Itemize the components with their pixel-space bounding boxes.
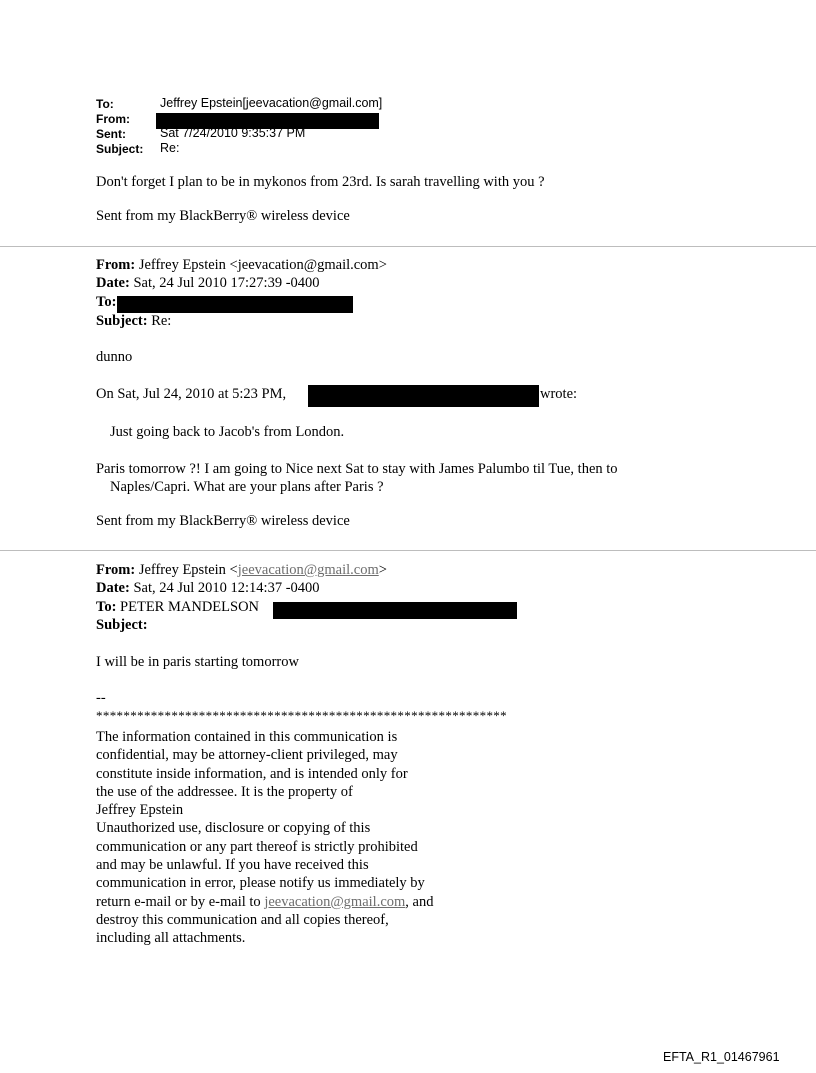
- disclaimer-email-prefix: return e-mail or by e-mail to: [96, 893, 265, 910]
- email3-stars-divider: ************************************************************: [96, 708, 507, 723]
- disclaimer-line: destroy this communication and all copies thereof,: [96, 911, 389, 928]
- email2-quote-redaction: [308, 385, 539, 407]
- email2-quote-line2a: Paris tomorrow ?! I am going to Nice next Sat to stay with James Palumbo til Tue, then to: [96, 461, 618, 477]
- disclaimer-line: communication in error, please notify us immediately by: [96, 875, 425, 892]
- email3-to-redaction: [273, 602, 517, 619]
- disclaimer-line: constitute inside information, and is intended only for: [96, 765, 408, 782]
- email2-quote-intro: On Sat, Jul 24, 2010 at 5:23 PM,: [96, 386, 287, 402]
- separator-rule-1: [0, 246, 816, 247]
- email1-from-label: From:: [96, 112, 130, 126]
- email3-body: I will be in paris starting tomorrow: [96, 654, 299, 670]
- email3-from-line: [96, 562, 387, 579]
- email3-from-close: >: [378, 562, 387, 578]
- email3-from-name: Jeffrey Epstein <: [135, 562, 238, 578]
- email2-from-value: Jeffrey Epstein <jeevacation@gmail.com>: [135, 257, 387, 273]
- email2-quote-line2b: Naples/Capri. What are your plans after Paris ?: [110, 479, 384, 495]
- disclaimer-line: The information contained in this communication is: [96, 729, 398, 745]
- disclaimer-line: confidential, may be attorney-client privileged, may: [96, 747, 398, 764]
- email1-signature: Sent from my BlackBerry® wireless device: [96, 208, 350, 224]
- disclaimer-email-link[interactable]: jeevacation@gmail.com: [264, 893, 406, 910]
- email3-from-label: From:: [96, 562, 136, 578]
- email3-subject-label: Subject:: [96, 617, 148, 633]
- email2-quote-signature: Sent from my BlackBerry® wireless device: [96, 513, 350, 529]
- email3-disclaimer: [96, 728, 516, 948]
- email3-date-value: Sat, 24 Jul 2010 12:14:37 -0400: [129, 580, 320, 596]
- email2-date-value: Sat, 24 Jul 2010 17:27:39 -0400: [129, 275, 320, 291]
- email3-to-label: To:: [96, 599, 117, 615]
- email3-from-email-link[interactable]: jeevacation@gmail.com: [237, 562, 379, 578]
- email3-date-line: [96, 580, 320, 597]
- disclaimer-line: Jeffrey Epstein: [96, 802, 184, 819]
- email3-date-label: Date:: [96, 580, 130, 596]
- email2-subject-value: Re:: [147, 313, 172, 329]
- email1-subject-label: Subject:: [96, 142, 144, 156]
- email1-subject-value: Re:: [160, 141, 180, 155]
- email2-reply: dunno: [96, 349, 133, 365]
- disclaimer-email-suffix: , and: [405, 893, 434, 910]
- email2-subject-label: Subject:: [96, 313, 148, 329]
- disclaimer-line: communication or any part thereof is strictly prohibited: [96, 838, 418, 855]
- email3-subject-line: [96, 617, 148, 634]
- email3-to-value: PETER MANDELSON: [116, 599, 260, 615]
- email3-to-line: [96, 599, 259, 616]
- email2-subject-line: [96, 313, 171, 330]
- email2-from-line: [96, 257, 387, 274]
- separator-rule-2: [0, 550, 816, 551]
- disclaimer-line: and may be unlawful. If you have received this: [96, 857, 369, 874]
- email2-to-redaction: [117, 296, 353, 313]
- email1-to-label: To:: [96, 97, 114, 111]
- email2-date-label: Date:: [96, 275, 130, 291]
- disclaimer-line: the use of the addressee. It is the property of: [96, 783, 353, 800]
- email3-sig-dash: --: [96, 690, 106, 706]
- email1-to-value: Jeffrey Epstein[jeevacation@gmail.com]: [160, 96, 383, 110]
- disclaimer-line: Unauthorized use, disclosure or copying of this: [96, 820, 371, 837]
- email2-to-label: To:: [96, 294, 117, 310]
- email2-to-line: [96, 294, 116, 311]
- bates-number: EFTA_R1_01467961: [663, 1050, 780, 1064]
- disclaimer-email-line: [96, 893, 516, 911]
- email2-from-label: From:: [96, 257, 136, 273]
- email2-date-line: [96, 275, 320, 292]
- email1-sent-value: Sat 7/24/2010 9:35:37 PM: [160, 126, 306, 140]
- disclaimer-line: including all attachments.: [96, 930, 246, 947]
- email1-sent-label: Sent:: [96, 127, 126, 141]
- email2-quote-wrote: wrote:: [540, 386, 578, 402]
- email1-body-line: Don't forget I plan to be in mykonos from 23rd. Is sarah travelling with you ?: [96, 174, 545, 190]
- email2-quote-line1: Just going back to Jacob's from London.: [110, 424, 345, 440]
